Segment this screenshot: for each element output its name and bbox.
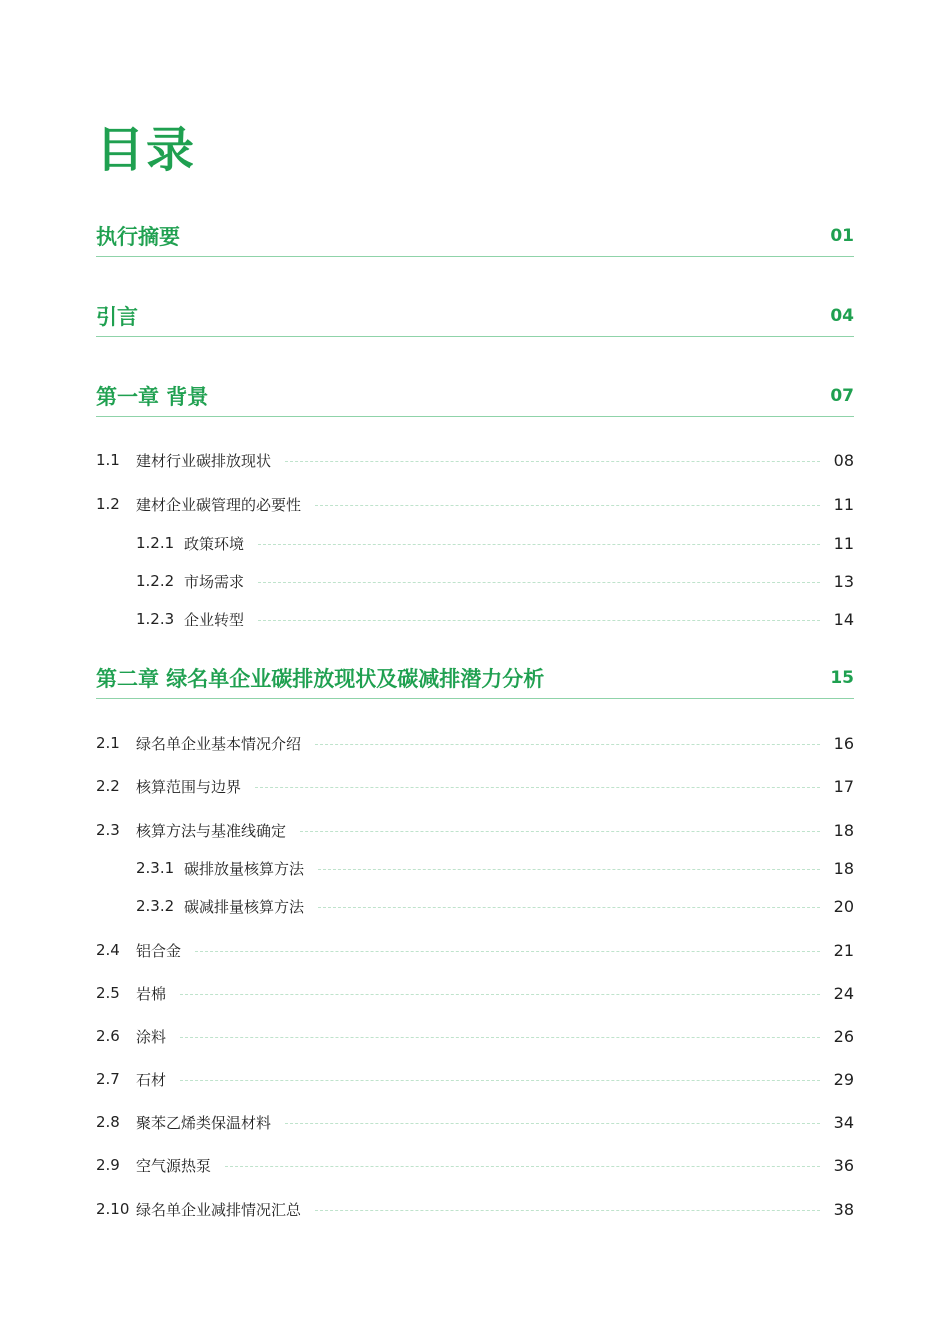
subsection-number: 1.2.1 <box>136 534 175 552</box>
subsection-number: 2.3.2 <box>136 897 175 915</box>
dot-leader <box>180 994 820 995</box>
section-number: 1.1 <box>96 451 120 469</box>
toc-entry-2-3-2[interactable] <box>136 893 854 919</box>
section-title: 聚苯乙烯类保温材料 <box>136 1113 272 1132</box>
chapter-page-number: 01 <box>830 226 854 246</box>
dot-leader <box>315 505 820 506</box>
subsection-title: 市场需求 <box>184 572 245 591</box>
section-page-number: 34 <box>833 1112 854 1132</box>
section-page-number: 24 <box>833 983 854 1003</box>
section-number: 2.7 <box>96 1070 120 1088</box>
toc-entry-2-9[interactable] <box>96 1152 854 1178</box>
subsection-page-number: 20 <box>833 896 854 916</box>
toc-chapter-exec-summary[interactable] <box>96 216 854 257</box>
section-number: 2.5 <box>96 984 120 1002</box>
section-page-number: 38 <box>833 1199 854 1219</box>
section-number: 2.10 <box>96 1200 130 1218</box>
dot-leader <box>195 951 820 952</box>
section-number: 1.2 <box>96 495 120 513</box>
toc-entry-2-3-1[interactable] <box>136 855 854 881</box>
section-title: 石材 <box>136 1070 167 1089</box>
dot-leader <box>318 907 820 908</box>
section-title: 空气源热泵 <box>136 1156 212 1175</box>
dot-leader <box>258 620 820 621</box>
section-number: 2.2 <box>96 777 120 795</box>
toc-entry-2-4[interactable] <box>96 937 854 963</box>
section-page-number: 21 <box>833 940 854 960</box>
chapter-label: 引言 <box>96 305 138 329</box>
subsection-number: 1.2.3 <box>136 610 175 628</box>
toc-chapter-intro[interactable] <box>96 296 854 337</box>
subsection-page-number: 18 <box>833 858 854 878</box>
toc-entry-2-1[interactable] <box>96 730 854 756</box>
section-number: 2.8 <box>96 1113 120 1131</box>
subsection-title: 企业转型 <box>184 610 245 629</box>
toc-entry-2-5[interactable] <box>96 980 854 1006</box>
toc-entry-2-7[interactable] <box>96 1066 854 1092</box>
chapter-page-number: 15 <box>830 668 854 688</box>
section-number: 2.3 <box>96 821 120 839</box>
subsection-title: 政策环境 <box>184 534 245 553</box>
toc-entry-2-10[interactable] <box>96 1196 854 1222</box>
toc-entry-1-2-2[interactable] <box>136 568 854 594</box>
toc-entry-1-2[interactable] <box>96 491 854 517</box>
dot-leader <box>225 1166 820 1167</box>
toc-entry-2-6[interactable] <box>96 1023 854 1049</box>
subsection-page-number: 11 <box>833 533 854 553</box>
chapter-label: 第一章 背景 <box>96 385 209 409</box>
section-number: 2.9 <box>96 1156 120 1174</box>
toc-entry-1-2-1[interactable] <box>136 530 854 556</box>
dot-leader <box>318 869 820 870</box>
subsection-page-number: 13 <box>833 571 854 591</box>
toc-entry-2-2[interactable] <box>96 773 854 799</box>
dot-leader <box>255 787 820 788</box>
toc-entry-1-1[interactable] <box>96 447 854 473</box>
section-title: 建材行业碳排放现状 <box>136 451 272 470</box>
toc-chapter-2[interactable] <box>96 658 854 699</box>
chapter-label: 执行摘要 <box>96 225 180 249</box>
section-title: 岩棉 <box>136 984 167 1003</box>
dot-leader <box>285 461 820 462</box>
subsection-page-number: 14 <box>833 609 854 629</box>
section-page-number: 11 <box>833 494 854 514</box>
section-title: 涂料 <box>136 1027 167 1046</box>
subsection-title: 碳排放量核算方法 <box>184 859 305 878</box>
chapter-page-number: 04 <box>830 306 854 326</box>
dot-leader <box>285 1123 820 1124</box>
section-page-number: 16 <box>833 733 854 753</box>
section-page-number: 36 <box>833 1155 854 1175</box>
section-number: 2.6 <box>96 1027 120 1045</box>
section-page-number: 29 <box>833 1069 854 1089</box>
subsection-number: 2.3.1 <box>136 859 175 877</box>
section-title: 铝合金 <box>136 941 182 960</box>
section-page-number: 08 <box>833 450 854 470</box>
toc-chapter-1[interactable] <box>96 376 854 417</box>
section-page-number: 26 <box>833 1026 854 1046</box>
page-title: 目录 <box>96 122 197 178</box>
dot-leader <box>258 544 820 545</box>
toc-entry-2-8[interactable] <box>96 1109 854 1135</box>
chapter-label: 第二章 绿名单企业碳排放现状及碳减排潜力分析 <box>96 667 545 691</box>
section-title: 绿名单企业减排情况汇总 <box>136 1200 302 1219</box>
section-title: 建材企业碳管理的必要性 <box>136 495 302 514</box>
dot-leader <box>315 744 820 745</box>
section-title: 绿名单企业基本情况介绍 <box>136 734 302 753</box>
dot-leader <box>258 582 820 583</box>
chapter-page-number: 07 <box>830 386 854 406</box>
subsection-number: 1.2.2 <box>136 572 175 590</box>
dot-leader <box>315 1210 820 1211</box>
subsection-title: 碳减排量核算方法 <box>184 897 305 916</box>
section-title: 核算方法与基准线确定 <box>136 821 287 840</box>
dot-leader <box>180 1037 820 1038</box>
toc-entry-1-2-3[interactable] <box>136 606 854 632</box>
dot-leader <box>180 1080 820 1081</box>
toc-page <box>96 0 854 1344</box>
section-page-number: 18 <box>833 820 854 840</box>
section-number: 2.4 <box>96 941 120 959</box>
section-number: 2.1 <box>96 734 120 752</box>
section-title: 核算范围与边界 <box>136 777 242 796</box>
dot-leader <box>300 831 820 832</box>
toc-entry-2-3[interactable] <box>96 817 854 843</box>
section-page-number: 17 <box>833 776 854 796</box>
